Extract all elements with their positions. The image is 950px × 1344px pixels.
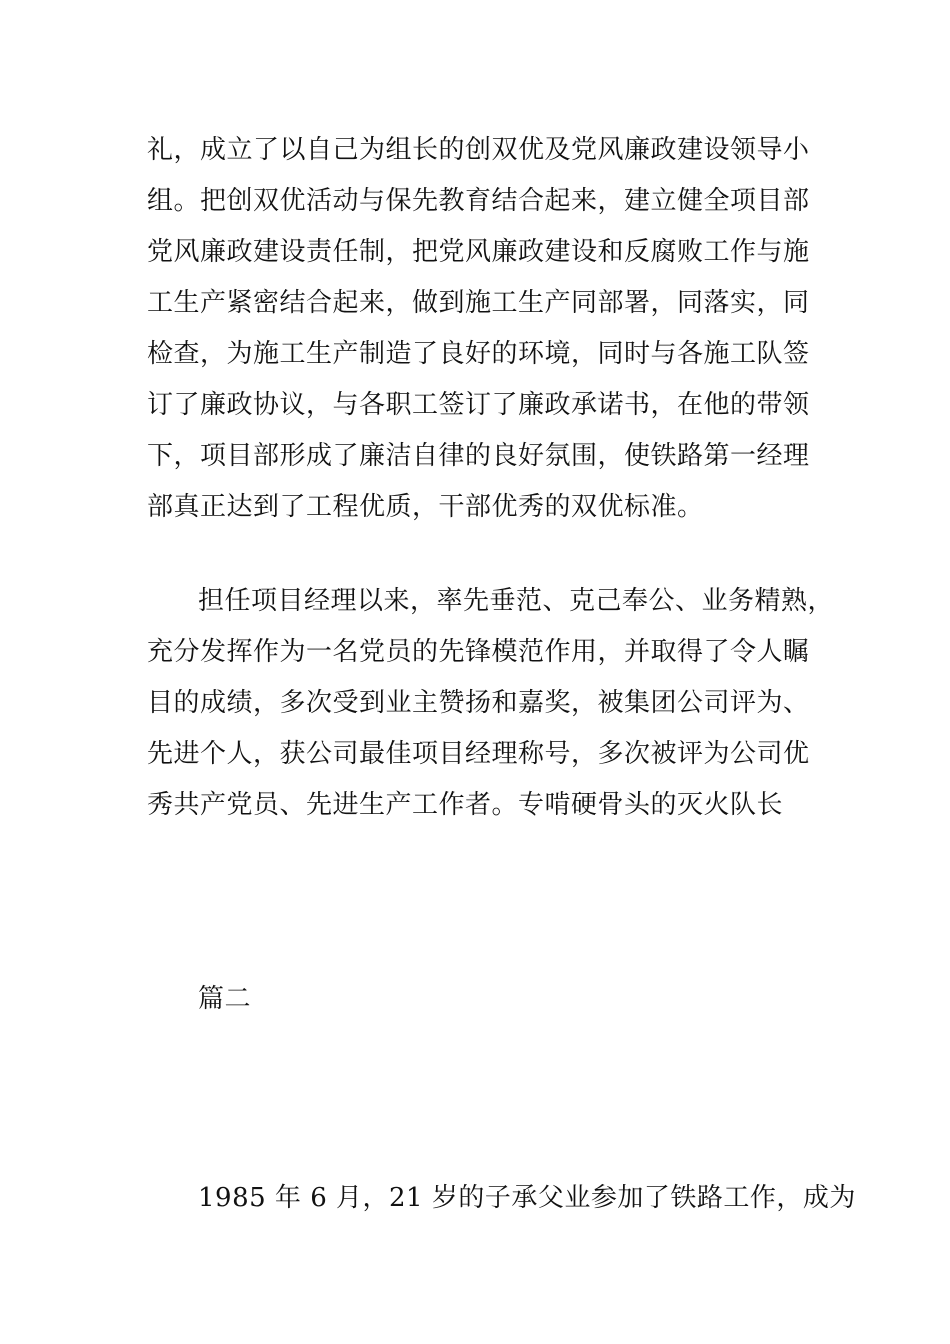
text-line: 党风廉政建设责任制，把党风廉政建设和反腐败工作与施 [147,237,810,267]
text-line: 1985 年 6 月，21 岁的子承父业参加了铁路工作，成为 [198,1183,856,1213]
text-line: 充分发挥作为一名党员的先锋模范作用，并取得了令人瞩 [147,637,810,667]
text-line: 目的成绩，多次受到业主赞扬和嘉奖，被集团公司评为、 [147,688,810,718]
text-line: 礼，成立了以自己为组长的创双优及党风廉政建设领导小 [147,135,810,165]
text-line: 订了廉政协议，与各职工签订了廉政承诺书，在他的带领 [147,390,810,420]
text-line: 工生产紧密结合起来，做到施工生产同部署，同落实，同 [147,288,810,318]
text-line: 组。把创双优活动与保先教育结合起来，建立健全项目部 [147,186,810,216]
text-line: 下，项目部形成了廉洁自律的良好氛围，使铁路第一经理 [147,441,810,471]
text-line: 担任项目经理以来，率先垂范、克己奉公、业务精熟， [198,586,835,616]
text-line: 秀共产党员、先进生产工作者。专啃硬骨头的灭火队长 [147,790,784,820]
text-line: 检查，为施工生产制造了良好的环境，同时与各施工队签 [147,339,810,369]
section-heading: 篇二 [198,984,252,1014]
text-line: 先进个人，获公司最佳项目经理称号，多次被评为公司优 [147,739,810,769]
text-line: 部真正达到了工程优质，干部优秀的双优标准。 [147,492,704,522]
